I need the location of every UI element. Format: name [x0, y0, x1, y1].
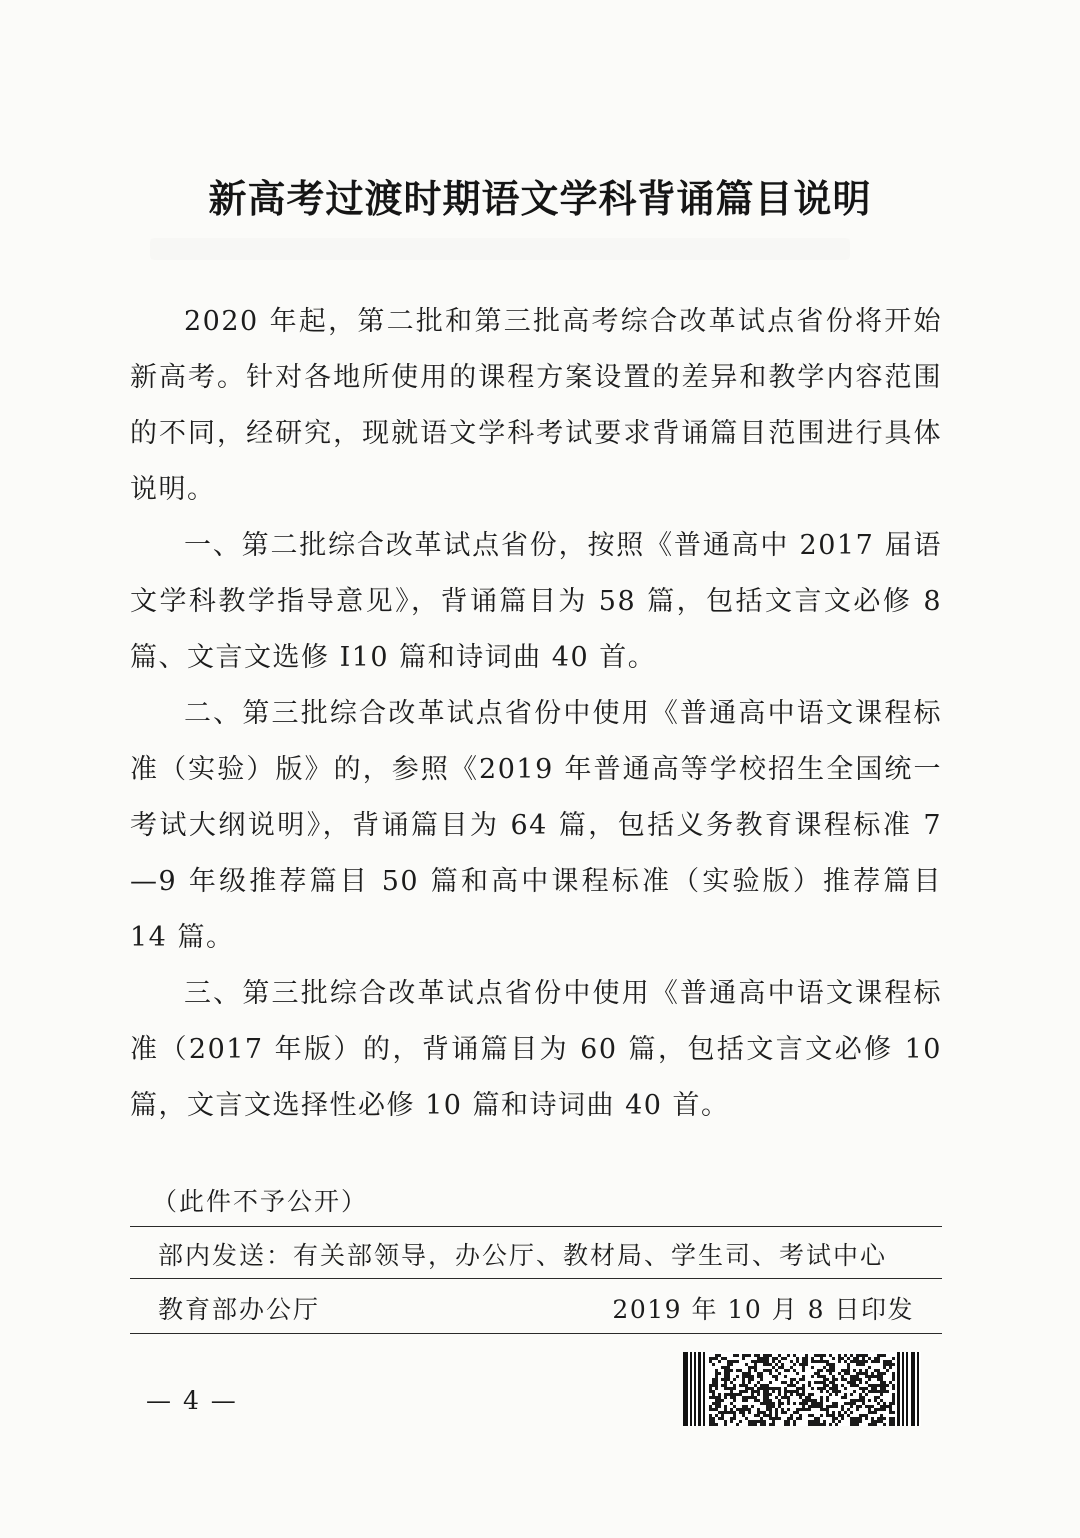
divider-bottom: [130, 1333, 942, 1334]
paragraph-item-1: 一、第二批综合改革试点省份，按照《普通高中 2017 届语文学科教学指导意见》，背诵篇目为 58 篇，包括文言文必修 8 篇、文言文选修 I10 篇和诗词曲 40 首。: [130, 530, 942, 673]
document-body: [130, 294, 942, 1134]
pdf417-barcode: [683, 1352, 921, 1426]
paragraph-item-3: 三、第三批综合改革试点省份中使用《普通高中语文课程标准（2017 年版）的，背诵篇目为 60 篇，包括文言文必修 10 篇，文言文选择性必修 10 篇和诗词曲 40 首。: [130, 978, 942, 1121]
not-public-note: （此件不予公开）: [152, 1187, 369, 1216]
page-number: — 4 —: [146, 1386, 238, 1415]
divider-middle: [130, 1278, 942, 1279]
divider-top: [130, 1226, 942, 1227]
paragraph-intro: 2020 年起，第二批和第三批高考综合改革试点省份将开始新高考。针对各地所使用的课程方案设置的差异和教学内容范围的不同，经研究，现就语文学科考试要求背诵篇目范围进行具体说明。: [130, 306, 942, 505]
issue-date: 2019 年 10 月 8 日印发: [612, 1295, 914, 1324]
document-title: 新高考过渡时期语文学科背诵篇目说明: [208, 176, 872, 221]
issuing-office: 教育部办公厅: [158, 1295, 321, 1324]
scan-smudge: [150, 238, 850, 260]
paragraph-item-2: 二、第三批综合改革试点省份中使用《普通高中语文课程标准（实验）版》的，参照《2019 年普通高等学校招生全国统一考试大纲说明》，背诵篇目为 64 篇，包括义务教育课程标准 7—9 年级推荐篇目 50 篇和高中课程标准（实验版）推荐篇目 14 篇。: [130, 698, 942, 953]
distribution-list: 部内发送：有关部领导，办公厅、教材局、学生司、考试中心: [158, 1241, 888, 1270]
